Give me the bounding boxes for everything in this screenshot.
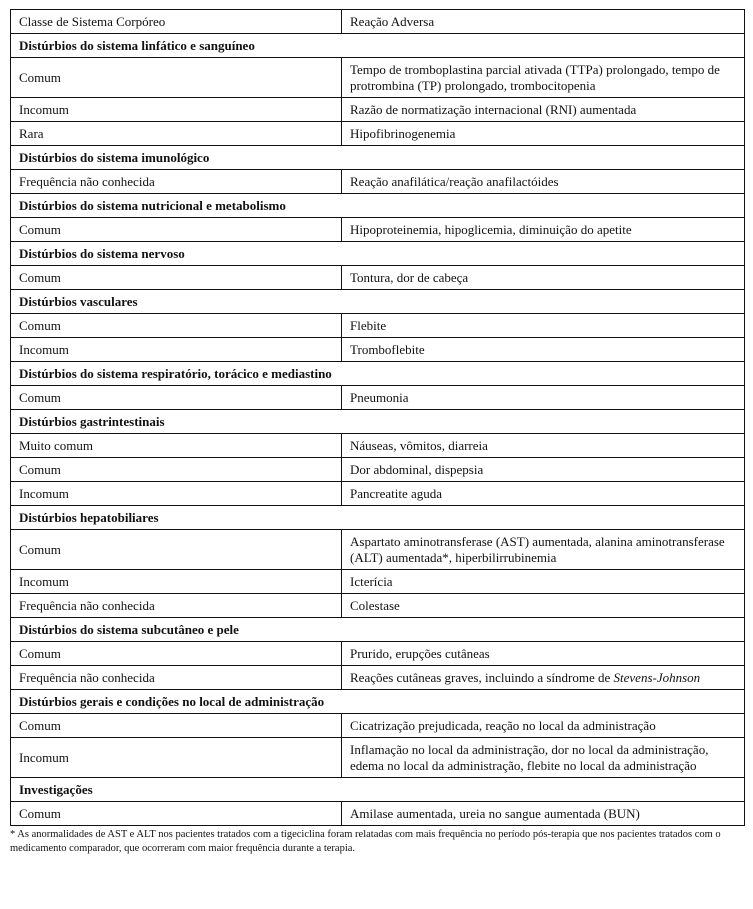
reaction-cell bbox=[342, 170, 745, 194]
table-row bbox=[11, 218, 745, 242]
frequency-cell: Incomum bbox=[11, 570, 342, 594]
reaction-cell bbox=[342, 458, 745, 482]
column-header-adverse-reaction: Reação Adversa bbox=[342, 10, 745, 34]
reaction-cell bbox=[342, 570, 745, 594]
frequency-cell: Comum bbox=[11, 530, 342, 570]
frequency-cell: Incomum bbox=[11, 338, 342, 362]
reaction-text: Pancreatite aguda bbox=[350, 486, 443, 501]
reaction-text: Aspartato aminotransferase (AST) aumentada, alanina aminotransferase (ALT) aumentada*, hiperbilirrubinemia bbox=[350, 534, 725, 565]
frequency-cell: Comum bbox=[11, 218, 342, 242]
reaction-cell bbox=[342, 482, 745, 506]
reaction-cell bbox=[342, 530, 745, 570]
reaction-cell bbox=[342, 58, 745, 98]
reaction-text: Reações cutâneas graves, incluindo a síndrome de bbox=[350, 670, 614, 685]
frequency-cell: Frequência não conhecida bbox=[11, 170, 342, 194]
section-row bbox=[11, 506, 745, 530]
section-title: Distúrbios hepatobiliares bbox=[11, 506, 745, 530]
section-row bbox=[11, 690, 745, 714]
reaction-text: Tromboflebite bbox=[350, 342, 425, 357]
section-row bbox=[11, 618, 745, 642]
reaction-text: Flebite bbox=[350, 318, 387, 333]
table-row bbox=[11, 802, 745, 826]
frequency-cell: Comum bbox=[11, 314, 342, 338]
section-title: Distúrbios gerais e condições no local de administração bbox=[11, 690, 745, 714]
reaction-cell bbox=[342, 666, 745, 690]
table-body bbox=[11, 34, 745, 826]
section-row bbox=[11, 242, 745, 266]
section-title: Distúrbios do sistema nervoso bbox=[11, 242, 745, 266]
reaction-italic-text: Stevens-Johnson bbox=[613, 670, 701, 685]
frequency-cell: Comum bbox=[11, 58, 342, 98]
reaction-text: Icterícia bbox=[350, 574, 393, 589]
adverse-reactions-table bbox=[10, 9, 745, 826]
table-row bbox=[11, 642, 745, 666]
reaction-text: Colestase bbox=[350, 598, 400, 613]
table-row bbox=[11, 58, 745, 98]
column-header-body-system: Classe de Sistema Corpóreo bbox=[11, 10, 342, 34]
section-title: Distúrbios gastrintestinais bbox=[11, 410, 745, 434]
section-row bbox=[11, 362, 745, 386]
reaction-text: Dor abdominal, dispepsia bbox=[350, 462, 484, 477]
reaction-text: Reação anafilática/reação anafilactóides bbox=[350, 174, 559, 189]
reaction-text: Tontura, dor de cabeça bbox=[350, 270, 469, 285]
reaction-cell bbox=[342, 386, 745, 410]
reaction-cell bbox=[342, 714, 745, 738]
table-row bbox=[11, 266, 745, 290]
table-row bbox=[11, 530, 745, 570]
table-row bbox=[11, 714, 745, 738]
reaction-cell bbox=[342, 802, 745, 826]
section-row bbox=[11, 146, 745, 170]
reaction-cell bbox=[342, 738, 745, 778]
section-row bbox=[11, 290, 745, 314]
frequency-cell: Muito comum bbox=[11, 434, 342, 458]
table-row bbox=[11, 666, 745, 690]
reaction-text: Inflamação no local da administração, dor no local da administração, edema no local da administração, flebite no local da administração bbox=[350, 742, 709, 773]
frequency-cell: Incomum bbox=[11, 98, 342, 122]
reaction-text: Hipofibrinogenemia bbox=[350, 126, 456, 141]
frequency-cell: Comum bbox=[11, 802, 342, 826]
document bbox=[10, 9, 744, 856]
section-title: Investigações bbox=[11, 778, 745, 802]
frequency-cell: Comum bbox=[11, 458, 342, 482]
reaction-text: Cicatrização prejudicada, reação no local da administração bbox=[350, 718, 656, 733]
frequency-cell: Rara bbox=[11, 122, 342, 146]
reaction-cell bbox=[342, 434, 745, 458]
reaction-text: Tempo de tromboplastina parcial ativada (TTPa) prolongado, tempo de protrombina (TP) prolongado, trombocitopenia bbox=[350, 62, 720, 93]
table-row bbox=[11, 338, 745, 362]
section-title: Distúrbios do sistema respiratório, torácico e mediastino bbox=[11, 362, 745, 386]
section-row bbox=[11, 410, 745, 434]
table-row bbox=[11, 386, 745, 410]
frequency-cell: Comum bbox=[11, 386, 342, 410]
reaction-cell bbox=[342, 314, 745, 338]
section-title: Distúrbios do sistema linfático e sanguíneo bbox=[11, 34, 745, 58]
frequency-cell: Comum bbox=[11, 714, 342, 738]
table-header-row bbox=[11, 10, 745, 34]
section-row bbox=[11, 34, 745, 58]
footnote: * As anormalidades de AST e ALT nos pacientes tratados com a tigeciclina foram relatadas com mais frequência no período pós-terapia que nos pacientes tratados com o medicamento comparador, que ocorreram com maior frequência durante a terapia. bbox=[10, 829, 721, 854]
table-row bbox=[11, 122, 745, 146]
reaction-text: Razão de normatização internacional (RNI) aumentada bbox=[350, 102, 637, 117]
section-title: Distúrbios vasculares bbox=[11, 290, 745, 314]
section-title: Distúrbios do sistema subcutâneo e pele bbox=[11, 618, 745, 642]
table-row bbox=[11, 434, 745, 458]
reaction-cell bbox=[342, 122, 745, 146]
table-row bbox=[11, 570, 745, 594]
reaction-cell bbox=[342, 642, 745, 666]
section-row bbox=[11, 778, 745, 802]
reaction-text: Hipoproteinemia, hipoglicemia, diminuição do apetite bbox=[350, 222, 632, 237]
reaction-text: Prurido, erupções cutâneas bbox=[350, 646, 490, 661]
table-row bbox=[11, 594, 745, 618]
reaction-cell bbox=[342, 218, 745, 242]
section-title: Distúrbios do sistema imunológico bbox=[11, 146, 745, 170]
reaction-cell bbox=[342, 594, 745, 618]
reaction-text: Náuseas, vômitos, diarreia bbox=[350, 438, 488, 453]
frequency-cell: Comum bbox=[11, 266, 342, 290]
section-row bbox=[11, 194, 745, 218]
table-row bbox=[11, 738, 745, 778]
table-row bbox=[11, 458, 745, 482]
frequency-cell: Comum bbox=[11, 642, 342, 666]
frequency-cell: Frequência não conhecida bbox=[11, 594, 342, 618]
table-row bbox=[11, 482, 745, 506]
table-row bbox=[11, 314, 745, 338]
reaction-text: Amilase aumentada, ureia no sangue aumentada (BUN) bbox=[350, 806, 640, 821]
table-row bbox=[11, 98, 745, 122]
reaction-text: Pneumonia bbox=[350, 390, 409, 405]
reaction-cell bbox=[342, 266, 745, 290]
frequency-cell: Frequência não conhecida bbox=[11, 666, 342, 690]
reaction-cell bbox=[342, 338, 745, 362]
frequency-cell: Incomum bbox=[11, 738, 342, 778]
reaction-cell bbox=[342, 98, 745, 122]
section-title: Distúrbios do sistema nutricional e metabolismo bbox=[11, 194, 745, 218]
table-row bbox=[11, 170, 745, 194]
frequency-cell: Incomum bbox=[11, 482, 342, 506]
